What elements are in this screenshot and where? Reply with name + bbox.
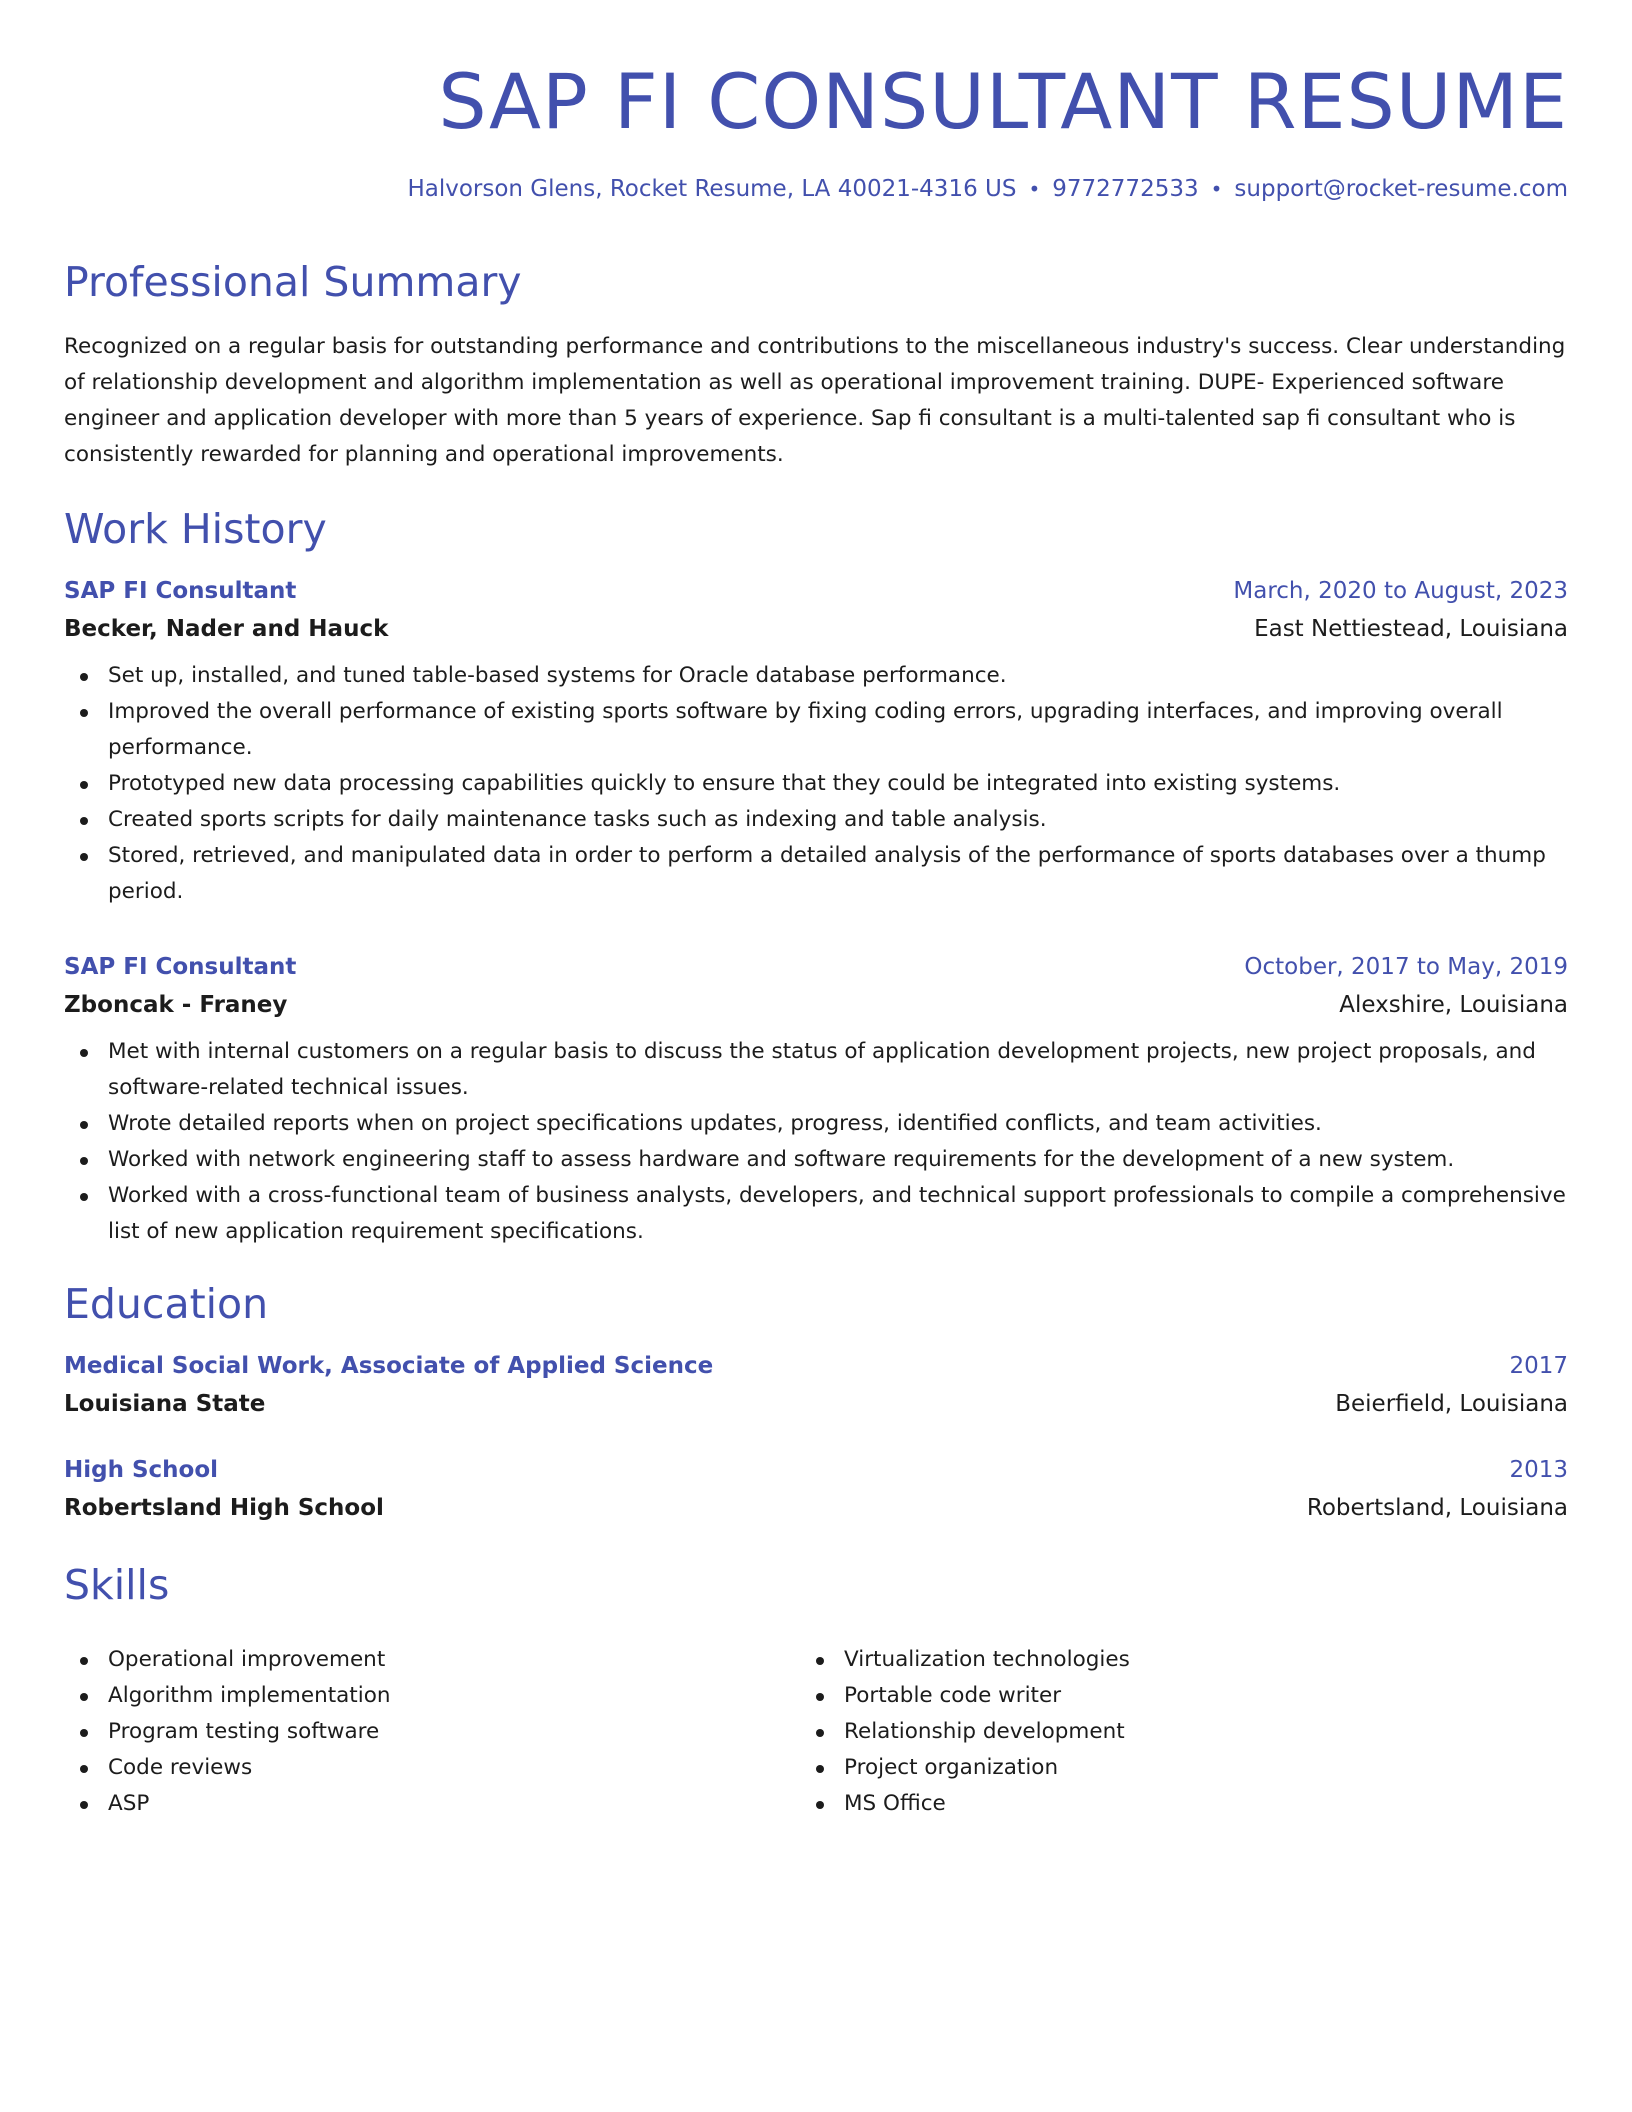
list-item: Prototyped new data processing capabilities quickly to ensure that they could be integrated into existing systems. bbox=[64, 766, 1568, 802]
job-dates: October, 2017 to May, 2019 bbox=[1244, 954, 1568, 980]
job-entry bbox=[64, 954, 1568, 1250]
contact-email[interactable]: support@rocket-resume.com bbox=[1234, 176, 1568, 202]
job-location: East Nettiestead, Louisiana bbox=[1254, 616, 1568, 642]
contact-phone: 9772772533 bbox=[1052, 176, 1199, 202]
education-degree: Medical Social Work, Associate of Applied Science bbox=[64, 1353, 714, 1379]
skill-item: Virtualization technologies bbox=[800, 1642, 1536, 1678]
skill-item: Algorithm implementation bbox=[64, 1678, 800, 1714]
list-item: Improved the overall performance of existing sports software by fixing coding errors, upgrading interfaces, and improving overall performance. bbox=[64, 694, 1568, 766]
resume-title: SAP FI CONSULTANT RESUME bbox=[438, 57, 1568, 146]
job-location: Alexshire, Louisiana bbox=[1339, 992, 1568, 1018]
list-item: Worked with a cross-functional team of business analysts, developers, and technical support professionals to compile a comprehensive list of new application requirement specifications. bbox=[64, 1178, 1568, 1250]
skill-item: Portable code writer bbox=[800, 1678, 1536, 1714]
section-title-education: Education bbox=[64, 1280, 269, 1328]
job-company: Becker, Nader and Hauck bbox=[64, 616, 389, 642]
list-item: Set up, installed, and tuned table-based systems for Oracle database performance. bbox=[64, 658, 1568, 694]
contact-address: Halvorson Glens, Rocket Resume, LA 40021-4316 US bbox=[407, 176, 1017, 202]
list-item: Created sports scripts for daily maintenance tasks such as indexing and table analysis. bbox=[64, 802, 1568, 838]
list-item: Stored, retrieved, and manipulated data in order to perform a detailed analysis of the performance of sports databases over a thump period. bbox=[64, 838, 1568, 910]
skill-item: Code reviews bbox=[64, 1750, 800, 1786]
skill-item: Project organization bbox=[800, 1750, 1536, 1786]
contact-separator: • bbox=[1028, 177, 1041, 201]
skill-item: Program testing software bbox=[64, 1714, 800, 1750]
skills-list bbox=[64, 1626, 1568, 1822]
education-entry bbox=[64, 1353, 1568, 1417]
job-bullets bbox=[64, 1034, 1568, 1250]
job-bullets bbox=[64, 658, 1568, 910]
education-school: Louisiana State bbox=[64, 1391, 266, 1417]
education-location: Beierfield, Louisiana bbox=[1335, 1391, 1568, 1417]
skills-column-left bbox=[64, 1642, 800, 1822]
section-title-skills: Skills bbox=[64, 1561, 170, 1609]
skill-item: Relationship development bbox=[800, 1714, 1536, 1750]
job-entry bbox=[64, 578, 1568, 910]
skill-item: MS Office bbox=[800, 1786, 1536, 1822]
job-dates: March, 2020 to August, 2023 bbox=[1233, 578, 1568, 604]
section-title-summary: Professional Summary bbox=[64, 258, 522, 306]
education-entry bbox=[64, 1457, 1568, 1521]
job-company: Zboncak - Franey bbox=[64, 992, 288, 1018]
skill-item: Operational improvement bbox=[64, 1642, 800, 1678]
list-item: Wrote detailed reports when on project specifications updates, progress, identified conflicts, and team activities. bbox=[64, 1106, 1568, 1142]
education-degree: High School bbox=[64, 1457, 219, 1483]
education-year: 2013 bbox=[1509, 1457, 1568, 1483]
summary-text: Recognized on a regular basis for outstanding performance and contributions to the miscellaneous industry's success. Clear understanding of relationship development and algorithm implementation as well as operational improvement training. DUPE- Experienced software engineer and application developer with more than 5 years of experience. Sap fi consultant is a multi-talented sap fi consultant who is consistently rewarded for planning and operational improvements. bbox=[64, 334, 1566, 467]
contact-line bbox=[64, 176, 1568, 202]
skill-item: ASP bbox=[64, 1786, 800, 1822]
section-title-work-history: Work History bbox=[64, 505, 327, 553]
contact-separator: • bbox=[1210, 177, 1223, 201]
education-year: 2017 bbox=[1509, 1353, 1568, 1379]
education-school: Robertsland High School bbox=[64, 1495, 384, 1521]
job-role: SAP FI Consultant bbox=[64, 954, 297, 980]
job-role: SAP FI Consultant bbox=[64, 578, 297, 604]
list-item: Worked with network engineering staff to assess hardware and software requirements for the development of a new system. bbox=[64, 1142, 1568, 1178]
skills-column-right bbox=[800, 1642, 1536, 1822]
education-location: Robertsland, Louisiana bbox=[1306, 1495, 1568, 1521]
list-item: Met with internal customers on a regular basis to discuss the status of application development projects, new project proposals, and software-related technical issues. bbox=[64, 1034, 1568, 1106]
